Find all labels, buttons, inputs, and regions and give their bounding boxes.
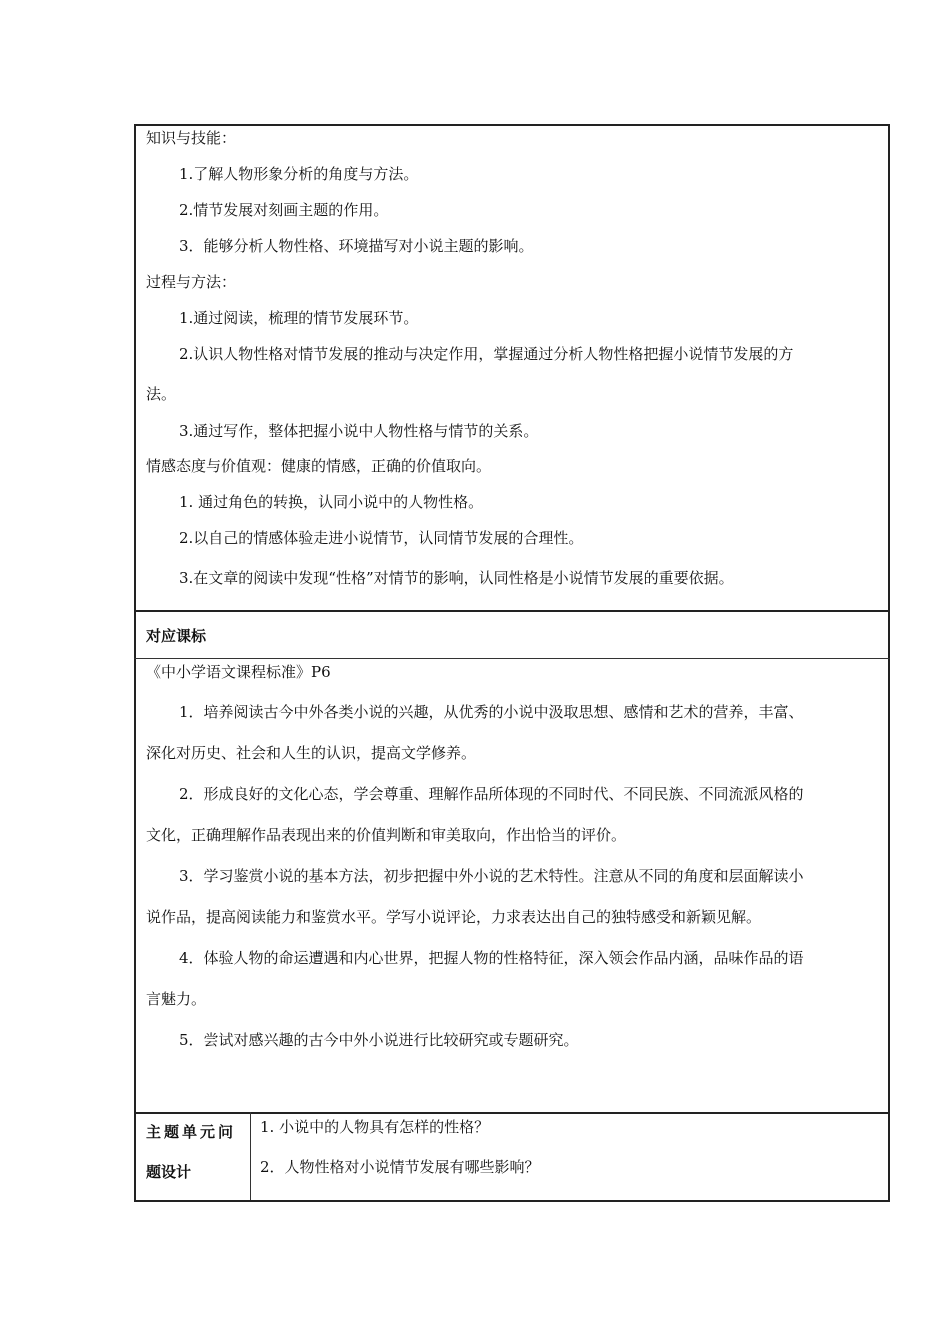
knowledge-item: 2.情节发展对刻画主题的作用。 bbox=[179, 201, 389, 219]
knowledge-item: 1.了解人物形象分析的角度与方法。 bbox=[179, 165, 419, 183]
objectives-section bbox=[134, 124, 890, 610]
process-item: 法。 bbox=[146, 385, 177, 403]
unit-question-item: 1. 小说中的人物具有怎样的性格？ bbox=[260, 1118, 490, 1136]
standards-line: 文化，正确理解作品表现出来的价值判断和审美取向，作出恰当的评价。 bbox=[146, 826, 627, 844]
standards-heading: 对应课标 bbox=[146, 627, 207, 645]
unit-questions-row bbox=[134, 1112, 890, 1202]
table-bottom-border bbox=[134, 1200, 890, 1202]
attitude-item: 2.以自己的情感体验走进小说情节，认同情节发展的合理性。 bbox=[179, 529, 584, 547]
column-divider bbox=[250, 1112, 251, 1202]
standards-line: 4．体验人物的命运遭遇和内心世界，把握人物的性格特征，深入领会作品内涵，品味作品的语 bbox=[179, 949, 804, 967]
standards-line: 言魅力。 bbox=[146, 990, 207, 1008]
divider bbox=[134, 658, 890, 659]
attitude-item: 1. 通过角色的转换，认同小说中的人物性格。 bbox=[179, 493, 484, 511]
process-item: 2.认识人物性格对情节发展的推动与决定作用，掌握通过分析人物性格把握小说情节发展的方 bbox=[179, 345, 794, 363]
attitude-heading: 情感态度与价值观：健康的情感，正确的价值取向。 bbox=[146, 457, 492, 475]
standards-source: 《中小学语文课程标准》P6 bbox=[146, 663, 331, 681]
unit-questions-label: 主题单元问 bbox=[146, 1123, 237, 1141]
unit-question-item: 2．人物性格对小说情节发展有哪些影响？ bbox=[260, 1158, 540, 1176]
standards-line: 3．学习鉴赏小说的基本方法，初步把握中外小说的艺术特性。注意从不同的角度和层面解读小 bbox=[179, 867, 804, 885]
standards-line: 2．形成良好的文化心态，学会尊重、理解作品所体现的不同时代、不同民族、不同流派风格的 bbox=[179, 785, 804, 803]
table-top-border bbox=[134, 124, 890, 126]
standards-line: 说作品，提高阅读能力和鉴赏水平。学写小说评论，力求表达出自己的独特感受和新颖见解。 bbox=[146, 908, 762, 926]
divider bbox=[134, 1112, 890, 1114]
process-item: 1.通过阅读，梳理的情节发展环节。 bbox=[179, 309, 419, 327]
standards-line: 5．尝试对感兴趣的古今中外小说进行比较研究或专题研究。 bbox=[179, 1031, 579, 1049]
standards-line: 1．培养阅读古今中外各类小说的兴趣，从优秀的小说中汲取思想、感情和艺术的营养，丰富、 bbox=[179, 703, 804, 721]
standards-section bbox=[134, 658, 890, 1112]
process-heading: 过程与方法： bbox=[146, 273, 237, 291]
standards-heading-row bbox=[134, 610, 890, 658]
divider bbox=[134, 610, 890, 612]
attitude-item: 3.在文章的阅读中发现“性格”对情节的影响，认同性格是小说情节发展的重要依据。 bbox=[179, 569, 734, 587]
process-item: 3.通过写作，整体把握小说中人物性格与情节的关系。 bbox=[179, 422, 539, 440]
standards-line: 深化对历史、社会和人生的认识，提高文学修养。 bbox=[146, 744, 477, 762]
knowledge-item: 3．能够分析人物性格、环境描写对小说主题的影响。 bbox=[179, 237, 534, 255]
knowledge-heading: 知识与技能： bbox=[146, 129, 237, 147]
unit-questions-label: 题设计 bbox=[146, 1163, 192, 1181]
